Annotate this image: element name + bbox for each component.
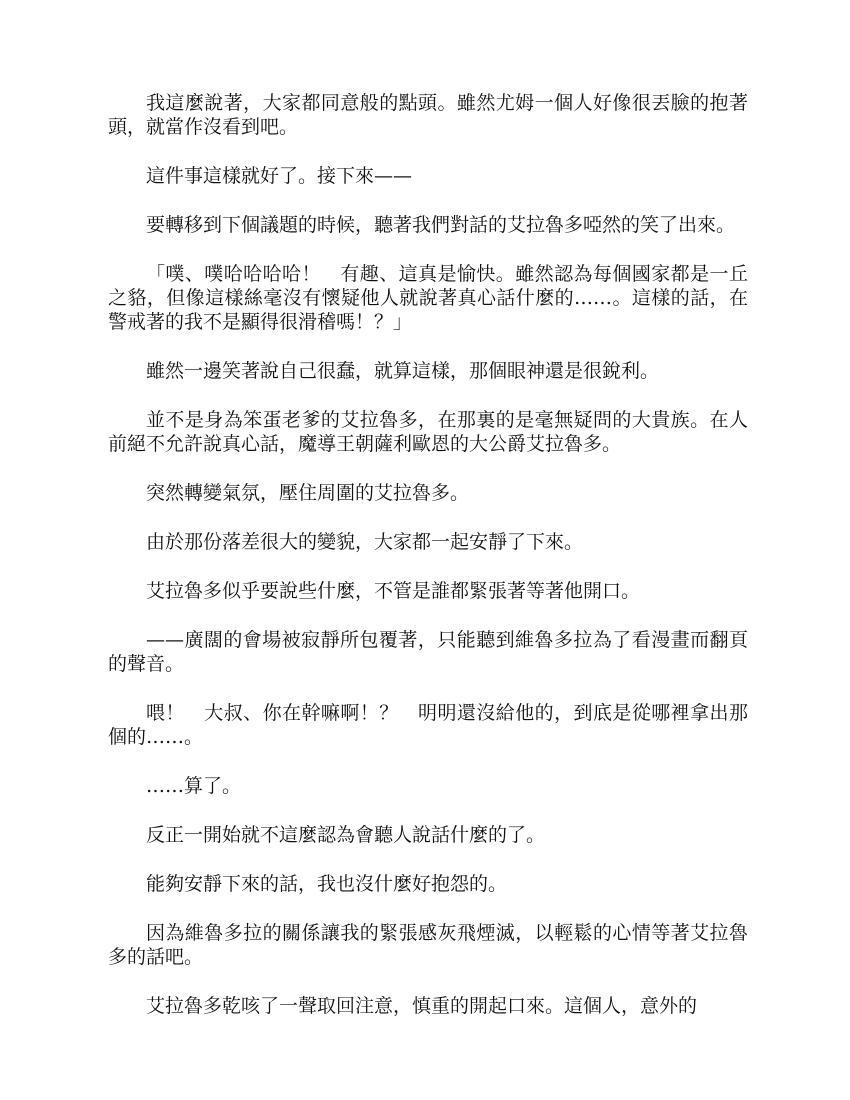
paragraph-15: 因為維魯多拉的關係讓我的緊張感灰飛煙滅，以輕鬆的心情等著艾拉魯多的話吧。: [108, 922, 748, 968]
paragraph-13: 反正一開始就不這麼認為會聽人說話什麼的了。: [146, 824, 546, 846]
paragraph-4: 「噗、噗哈哈哈哈！ 有趣、這真是愉快。雖然認為每個國家都是一丘之貉，但像這樣絲毫沒有懷疑他人就說著真心話什麼的……。這樣的話，在警戒著的我不是顯得很滑稽嗎！？」: [108, 263, 748, 333]
paragraph-12: ……算了。: [146, 775, 242, 797]
paragraph-9: 艾拉魯多似乎要說些什麼，不管是誰都緊張著等著他開口。: [146, 580, 641, 602]
paragraph-14: 能夠安靜下來的話，我也沒什麼好抱怨的。: [146, 873, 508, 895]
paragraph-3: 要轉移到下個議題的時候，聽著我們對話的艾拉魯多啞然的笑了出來。: [146, 214, 736, 236]
paragraph-16: 艾拉魯多乾咳了一聲取回注意，慎重的開起口來。這個人，意外的: [146, 995, 698, 1017]
paragraph-5: 雖然一邊笑著說自己很蠢，就算這樣，那個眼神還是很銳利。: [146, 360, 660, 382]
paragraph-6: 並不是身為笨蛋老爹的艾拉魯多，在那裏的是毫無疑問的大貴族。在人前絕不允許說真心話，魔導王朝薩利歐恩的大公爵艾拉魯多。: [108, 409, 748, 455]
paragraph-7: 突然轉變氣氛，壓住周圍的艾拉魯多。: [146, 482, 470, 504]
paragraph-2: 這件事這樣就好了。接下來——: [146, 165, 413, 187]
paragraph-10: ——廣闊的會場被寂靜所包覆著，只能聽到維魯多拉為了看漫畫而翻頁的聲音。: [108, 629, 748, 675]
document-body: [108, 91, 748, 1043]
paragraph-11: 喂！ 大叔、你在幹嘛啊！？ 明明還沒給他的，到底是從哪裡拿出那個的……。: [108, 702, 748, 748]
paragraph-1: 我這麼說著，大家都同意般的點頭。雖然尤姆一個人好像很丟臉的抱著頭，就當作沒看到吧。: [108, 92, 748, 138]
paragraph-8: 由於那份落差很大的變貌，大家都一起安靜了下來。: [146, 531, 584, 553]
